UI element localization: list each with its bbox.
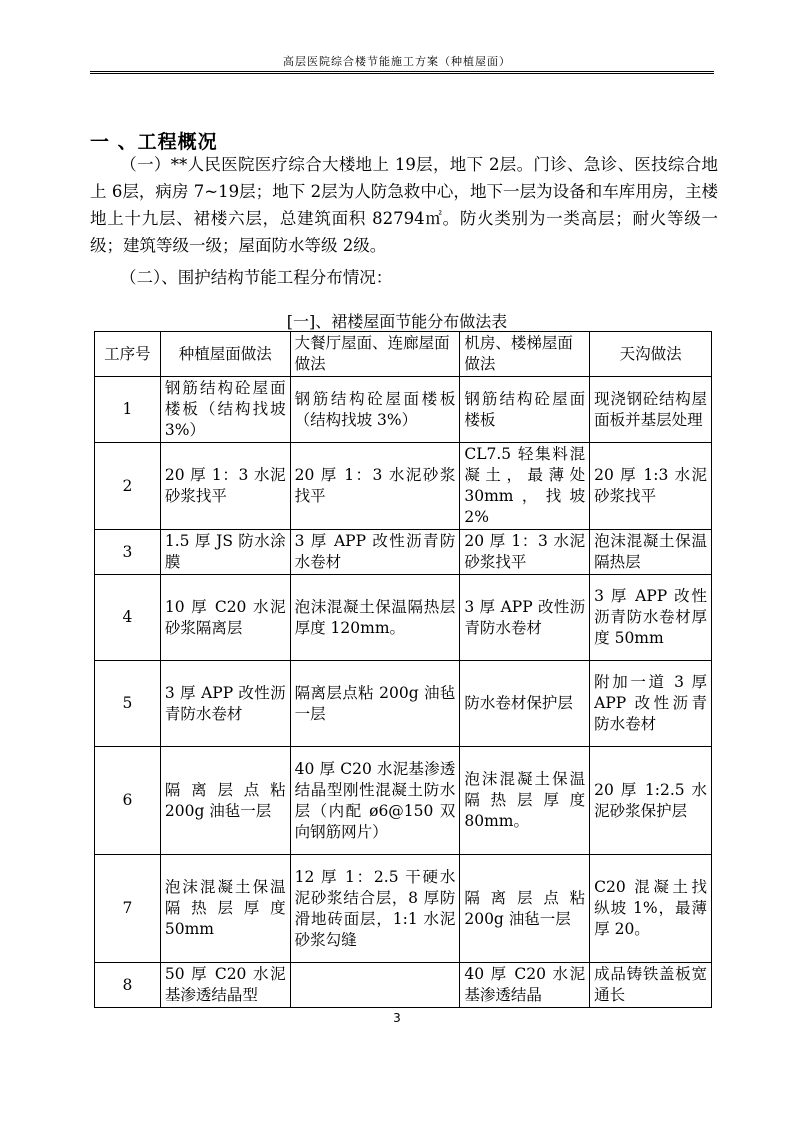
header-cell-step: 工序号	[95, 332, 161, 377]
running-header-title: 高层医院综合楼节能施工方案（种植屋面）	[283, 55, 511, 68]
table-row	[95, 575, 712, 661]
subsection-paragraph	[90, 264, 718, 291]
table-header-row	[95, 332, 712, 377]
step-number-cell: 7	[95, 855, 161, 963]
table-cell: 隔离层点粘 200g 油毡一层	[290, 661, 460, 747]
table-cell: 防水卷材保护层	[460, 661, 590, 747]
step-number-cell: 1	[95, 377, 161, 443]
header-cell-gutter: 天沟做法	[590, 332, 712, 377]
table-row	[95, 855, 712, 963]
roof-specification-table	[94, 331, 712, 1008]
table-cell: 20 厚 1：3 水泥砂浆找平	[160, 443, 290, 530]
step-number-cell: 2	[95, 443, 161, 530]
table-row	[95, 747, 712, 855]
header-rule	[90, 71, 714, 72]
table-row	[95, 377, 712, 443]
table-cell: 10 厚 C20 水泥砂浆隔离层	[160, 575, 290, 661]
table-cell: 3 厚 APP 改性沥青防水卷材	[160, 661, 290, 747]
table-row	[95, 661, 712, 747]
table-cell: 50 厚 C20 水泥基渗透结晶型	[160, 963, 290, 1008]
table-cell: 隔离层点粘 200g 油毡一层	[160, 747, 290, 855]
header-rule-double	[90, 73, 714, 74]
table-caption: [一]、裙楼屋面节能分布做法表	[286, 312, 508, 331]
table-cell: C20 混凝土找纵坡 1%，最薄厚 20。	[590, 855, 712, 963]
table-cell: 隔离层点粘 200g 油毡一层	[460, 855, 590, 963]
step-number-cell: 8	[95, 963, 161, 1008]
table-cell: 泡沫混凝土保温隔热层	[590, 530, 712, 575]
table-cell: 40 厚 C20 水泥基渗透结晶	[460, 963, 590, 1008]
table-cell: 20 厚 1：3 水泥砂浆找平	[460, 530, 590, 575]
table-cell: 20 厚 1:3 水泥砂浆找平	[590, 443, 712, 530]
table-row	[95, 963, 712, 1008]
step-number-cell: 3	[95, 530, 161, 575]
table-cell: 20 厚 1:2.5 水泥砂浆保护层	[590, 747, 712, 855]
table-cell: 成品铸铁盖板宽通长	[590, 963, 712, 1008]
table-cell: 20 厚 1：3 水泥砂浆找平	[290, 443, 460, 530]
table-cell: 附加一道 3 厚 APP 改性沥青防水卷材	[590, 661, 712, 747]
table-cell	[290, 963, 460, 1008]
header-cell-machine-room-roof: 机房、楼梯屋面做法	[460, 332, 590, 377]
table-cell: 钢筋结构砼屋面楼板（结构找坡 3%）	[290, 377, 460, 443]
overview-paragraph	[90, 151, 718, 259]
table-cell: 钢筋结构砼屋面楼板	[460, 377, 590, 443]
table-cell: 泡沫混凝土保温隔热层厚度 50mm	[160, 855, 290, 963]
table-cell: 1.5 厚 JS 防水涂膜	[160, 530, 290, 575]
table-cell: 3 厚 APP 改性沥青防水卷材	[460, 575, 590, 661]
table-cell: 泡沫混凝土保温隔热层厚度 120mm。	[290, 575, 460, 661]
page-number: 3	[393, 1011, 401, 1025]
step-number-cell: 6	[95, 747, 161, 855]
header-cell-dining-roof: 大餐厅屋面、连廊屋面做法	[290, 332, 460, 377]
subsection-paragraph-text: （二）、围护结构节能工程分布情况：	[120, 268, 393, 287]
step-number-cell: 4	[95, 575, 161, 661]
table-cell: 泡沫混凝土保温隔热层厚度 80mm。	[460, 747, 590, 855]
table-cell: CL7.5 轻集料混凝土，最薄处 30mm，找坡 2%	[460, 443, 590, 530]
table-cell: 40 厚 C20 水泥基渗透结晶型刚性混凝土防水层（内配 ø6@150 双向钢筋网片）	[290, 747, 460, 855]
table-cell: 钢筋结构砼屋面楼板（结构找坡 3%）	[160, 377, 290, 443]
table-cell: 3 厚 APP 改性沥青防水卷材厚度 50mm	[590, 575, 712, 661]
table-row	[95, 530, 712, 575]
step-number-cell: 5	[95, 661, 161, 747]
header-cell-planted-roof: 种植屋面做法	[160, 332, 290, 377]
table-cell: 12 厚 1：2.5 干硬水泥砂浆结合层，8 厚防滑地砖面层，1:1 水泥砂浆勾缝	[290, 855, 460, 963]
section-heading: 一 、工程概况	[90, 131, 218, 153]
table-cell: 3 厚 APP 改性沥青防水卷材	[290, 530, 460, 575]
table-cell: 现浇钢砼结构屋面板并基层处理	[590, 377, 712, 443]
overview-paragraph-text: （一）**人民医院医疗综合大楼地上 19层，地下 2层。门诊、急诊、医技综合地上 6层，病房 7~19层；地下 2层为人防急救中心，地下一层为设备和车库用房，主楼地上十九层、裙楼六层，总建筑面积 82794㎡。防火类别为一类高层；耐火等级一级；建筑等级一级；屋面防水等级 2级。	[90, 155, 718, 255]
table-row	[95, 443, 712, 530]
